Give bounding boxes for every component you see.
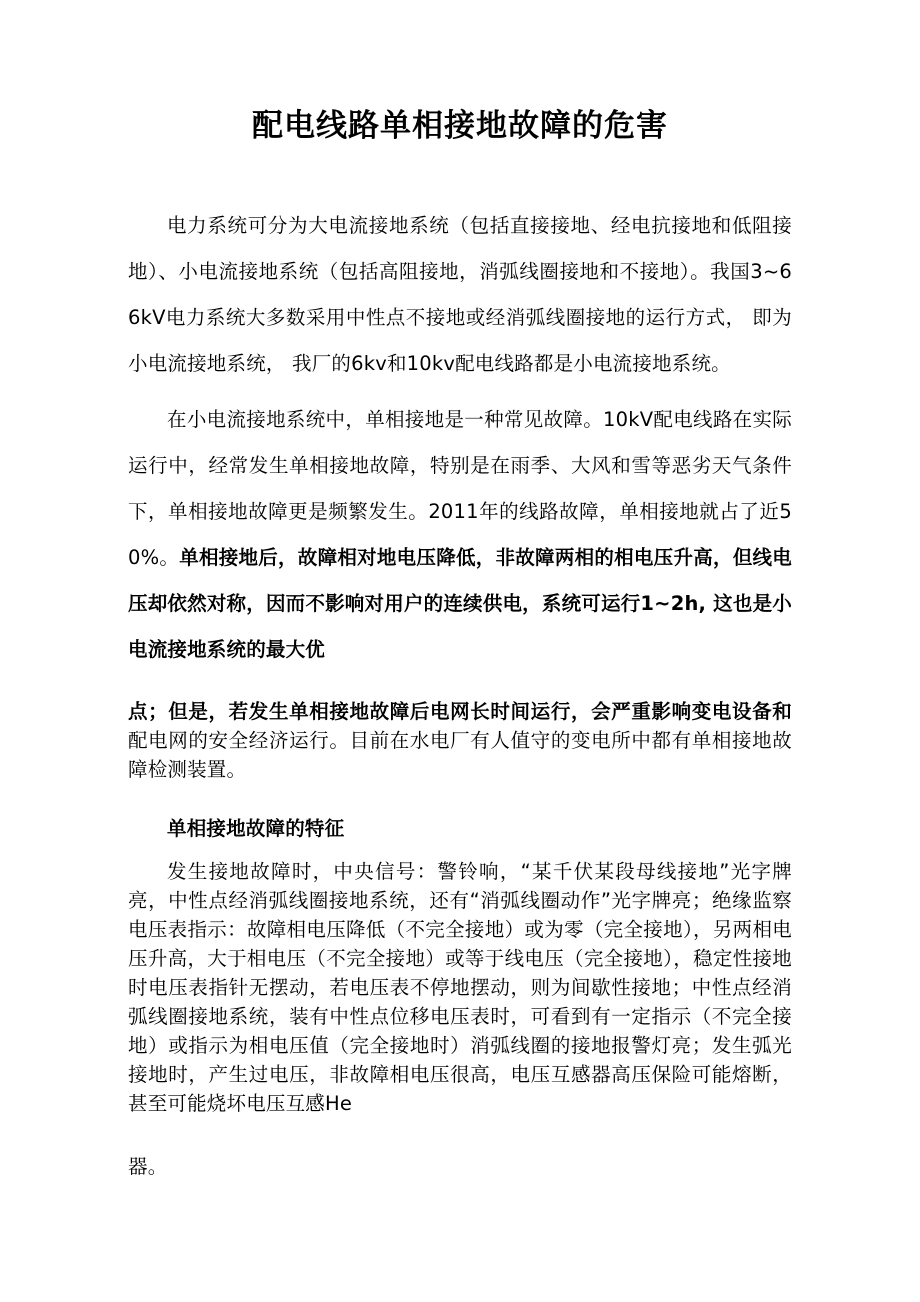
spacer bbox=[128, 784, 792, 814]
spacer bbox=[128, 673, 792, 697]
paragraph-fault-characteristics-tail: 器。 bbox=[128, 1155, 168, 1178]
spacer bbox=[128, 1118, 792, 1152]
paragraph-fault-characteristics: 发生接地故障时，中央信号：警铃响，“某千伏某段母线接地”光字牌亮，中性点经消弧线圈接地系统，还有“消弧线圈动作”光字牌亮；绝缘监察电压表指示：故障相电压降低（不完全接地）或为零（完全接地），另两相电压升高，大于相电压（不完全接地）或等于线电压（完全接地），稳定性接地时电压表指针无摆动，若电压表不停地摆动，则为间歇性接地；中性点经消弧线圈接地系统，装有中性点位移电压表时，可看到有一定指示（不完全接地）或指示为相电压值（完全接地时）消弧线圈的接地报警灯亮；发生弧光接地时，产生过电压，非故障相电压很高，电压互感器高压保险可能熔断，甚至可能烧坏电压互感He bbox=[128, 860, 792, 1115]
spacer bbox=[128, 843, 792, 857]
paragraph-2-bold-run: 单相接地后，故障相对地电压降低，非故障两相的相电压升高，但线电压却依然对称，因而不影响对用户的连续供电，系统可运行1~2h, 这也是小电流接地系统的最大优 bbox=[128, 546, 792, 661]
section-heading-fault-characteristics: 单相接地故障的特征 bbox=[167, 817, 345, 840]
paragraph-3-plain-run: 配电网的安全经济运行。目前在水电厂有人值守的变电所中都有单相接地故障检测装置。 bbox=[128, 729, 792, 781]
page-title: 配电线路单相接地故障的危害 bbox=[252, 107, 668, 144]
paragraph-overview: 电力系统可分为大电流接地系统（包括直接接地、经电抗接地和低阻接地）、小电流接地系统（包括高阻接地，消弧线圈接地和不接地）。我国3~66kV电力系统大多数采用中性点不接地或经消弧线圈接地的运行方式， 即为小电流接地系统， 我厂的6kv和10kv配电线路都是小电流接地系统。 bbox=[128, 214, 792, 375]
paragraph-2-plain-run: 在小电流接地系统中，单相接地是一种常见故障。10kV配电线路在实际运行中，经常发生单相接地故障，特别是在雨季、大风和雪等恶劣天气条件下，单相接地故障更是频繁发生。2011年的线路故障，单相接地就占了近50%。 bbox=[128, 408, 792, 569]
paragraph-grid-impact bbox=[128, 697, 792, 784]
paragraph-single-phase-fault bbox=[128, 397, 792, 673]
paragraph-3-bold-run: 点；但是，若发生单相接地故障后电网长时间运行，会严重影响变电设备和 bbox=[128, 700, 792, 723]
document-body bbox=[128, 203, 792, 1181]
